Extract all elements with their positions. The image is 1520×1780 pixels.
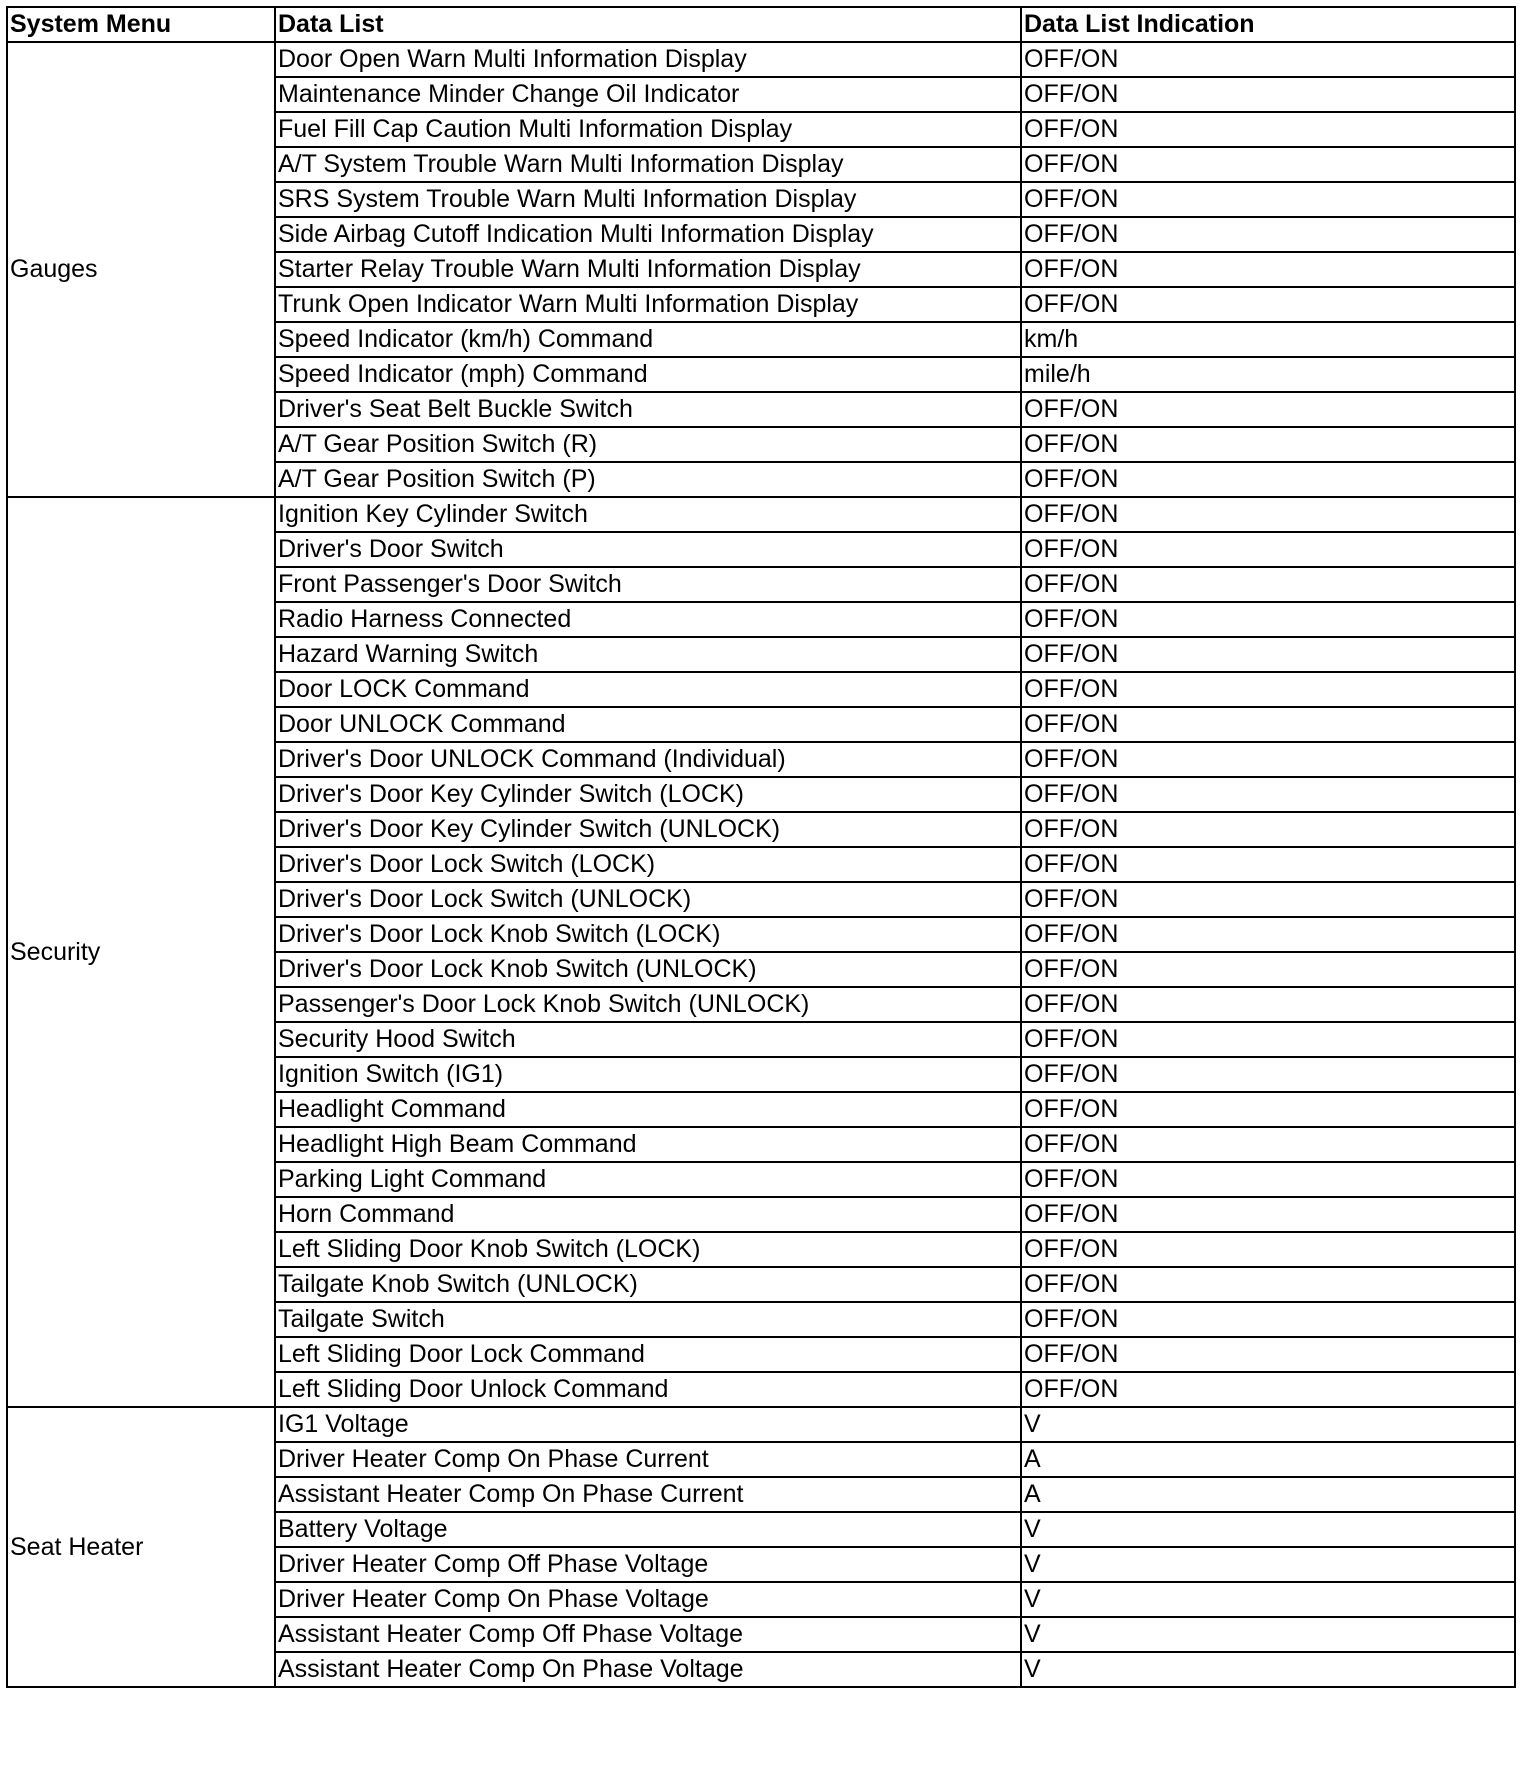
data-list-table	[6, 6, 1516, 1688]
data-list-indication-cell: OFF/ON	[1021, 917, 1515, 952]
data-list-indication-cell: OFF/ON	[1021, 287, 1515, 322]
data-list-indication-cell: V	[1021, 1617, 1515, 1652]
data-list-item-cell: Door Open Warn Multi Information Display	[275, 42, 1021, 77]
data-list-item-cell: Assistant Heater Comp On Phase Current	[275, 1477, 1021, 1512]
data-list-item-cell: Battery Voltage	[275, 1512, 1021, 1547]
data-list-indication-cell: OFF/ON	[1021, 1372, 1515, 1407]
data-list-item-cell: Speed Indicator (mph) Command	[275, 357, 1021, 392]
data-list-indication-cell: OFF/ON	[1021, 952, 1515, 987]
data-list-item-cell: Driver's Door Lock Knob Switch (LOCK)	[275, 917, 1021, 952]
data-list-item-cell: Tailgate Switch	[275, 1302, 1021, 1337]
data-list-indication-cell: OFF/ON	[1021, 112, 1515, 147]
data-list-indication-cell: OFF/ON	[1021, 182, 1515, 217]
data-list-item-cell: Driver's Door Lock Switch (LOCK)	[275, 847, 1021, 882]
data-list-item-cell: Left Sliding Door Unlock Command	[275, 1372, 1021, 1407]
data-list-item-cell: IG1 Voltage	[275, 1407, 1021, 1442]
data-list-indication-cell: OFF/ON	[1021, 987, 1515, 1022]
data-list-item-cell: Door UNLOCK Command	[275, 707, 1021, 742]
table-row	[7, 497, 1515, 532]
data-list-item-cell: Headlight Command	[275, 1092, 1021, 1127]
data-list-indication-cell: OFF/ON	[1021, 1057, 1515, 1092]
table-body	[7, 42, 1515, 1687]
header-data-list-indication: Data List Indication	[1021, 7, 1515, 42]
data-list-indication-cell: V	[1021, 1512, 1515, 1547]
data-list-indication-cell: OFF/ON	[1021, 1267, 1515, 1302]
header-row	[7, 7, 1515, 42]
data-list-indication-cell: OFF/ON	[1021, 1302, 1515, 1337]
data-list-indication-cell: OFF/ON	[1021, 1337, 1515, 1372]
data-list-item-cell: Speed Indicator (km/h) Command	[275, 322, 1021, 357]
data-list-item-cell: Driver's Door Lock Switch (UNLOCK)	[275, 882, 1021, 917]
data-list-item-cell: Headlight High Beam Command	[275, 1127, 1021, 1162]
data-list-item-cell: SRS System Trouble Warn Multi Information Display	[275, 182, 1021, 217]
data-list-item-cell: Left Sliding Door Lock Command	[275, 1337, 1021, 1372]
data-list-indication-cell: V	[1021, 1582, 1515, 1617]
data-list-indication-cell: OFF/ON	[1021, 1162, 1515, 1197]
data-list-indication-cell: OFF/ON	[1021, 1197, 1515, 1232]
data-list-item-cell: Assistant Heater Comp Off Phase Voltage	[275, 1617, 1021, 1652]
data-list-indication-cell: OFF/ON	[1021, 1022, 1515, 1057]
data-list-indication-cell: OFF/ON	[1021, 567, 1515, 602]
data-list-indication-cell: OFF/ON	[1021, 427, 1515, 462]
system-menu-cell: Security	[7, 497, 275, 1407]
data-list-indication-cell: V	[1021, 1652, 1515, 1687]
data-list-indication-cell: OFF/ON	[1021, 1127, 1515, 1162]
data-list-indication-cell: OFF/ON	[1021, 392, 1515, 427]
data-list-item-cell: Fuel Fill Cap Caution Multi Information Display	[275, 112, 1021, 147]
data-list-item-cell: A/T System Trouble Warn Multi Information Display	[275, 147, 1021, 182]
data-list-indication-cell: A	[1021, 1442, 1515, 1477]
data-list-indication-cell: OFF/ON	[1021, 882, 1515, 917]
data-list-indication-cell: V	[1021, 1407, 1515, 1442]
table-row	[7, 1407, 1515, 1442]
data-list-item-cell: Driver Heater Comp On Phase Voltage	[275, 1582, 1021, 1617]
data-list-indication-cell: OFF/ON	[1021, 252, 1515, 287]
data-list-item-cell: Horn Command	[275, 1197, 1021, 1232]
data-list-item-cell: A/T Gear Position Switch (P)	[275, 462, 1021, 497]
data-list-indication-cell: OFF/ON	[1021, 742, 1515, 777]
data-list-item-cell: Driver's Door Key Cylinder Switch (UNLOCK)	[275, 812, 1021, 847]
data-list-indication-cell: OFF/ON	[1021, 707, 1515, 742]
data-list-indication-cell: OFF/ON	[1021, 602, 1515, 637]
data-list-item-cell: Door LOCK Command	[275, 672, 1021, 707]
data-list-indication-cell: OFF/ON	[1021, 462, 1515, 497]
data-list-indication-cell: OFF/ON	[1021, 672, 1515, 707]
data-list-indication-cell: OFF/ON	[1021, 637, 1515, 672]
data-list-indication-cell: OFF/ON	[1021, 1232, 1515, 1267]
data-list-indication-cell: OFF/ON	[1021, 1092, 1515, 1127]
data-list-item-cell: Radio Harness Connected	[275, 602, 1021, 637]
data-list-indication-cell: OFF/ON	[1021, 812, 1515, 847]
data-list-item-cell: Driver's Door Switch	[275, 532, 1021, 567]
table-row	[7, 42, 1515, 77]
data-list-indication-cell: OFF/ON	[1021, 77, 1515, 112]
data-list-item-cell: Passenger's Door Lock Knob Switch (UNLOCK)	[275, 987, 1021, 1022]
data-list-item-cell: A/T Gear Position Switch (R)	[275, 427, 1021, 462]
data-list-item-cell: Trunk Open Indicator Warn Multi Information Display	[275, 287, 1021, 322]
data-list-item-cell: Front Passenger's Door Switch	[275, 567, 1021, 602]
header-system-menu: System Menu	[7, 7, 275, 42]
data-list-indication-cell: OFF/ON	[1021, 42, 1515, 77]
data-list-item-cell: Ignition Key Cylinder Switch	[275, 497, 1021, 532]
data-list-item-cell: Hazard Warning Switch	[275, 637, 1021, 672]
data-list-indication-cell: OFF/ON	[1021, 532, 1515, 567]
data-list-item-cell: Driver Heater Comp On Phase Current	[275, 1442, 1021, 1477]
data-list-item-cell: Driver's Seat Belt Buckle Switch	[275, 392, 1021, 427]
data-list-indication-cell: V	[1021, 1547, 1515, 1582]
data-list-indication-cell: OFF/ON	[1021, 497, 1515, 532]
data-list-item-cell: Driver Heater Comp Off Phase Voltage	[275, 1547, 1021, 1582]
data-list-indication-cell: OFF/ON	[1021, 147, 1515, 182]
data-list-item-cell: Side Airbag Cutoff Indication Multi Information Display	[275, 217, 1021, 252]
data-list-item-cell: Assistant Heater Comp On Phase Voltage	[275, 1652, 1021, 1687]
data-list-indication-cell: mile/h	[1021, 357, 1515, 392]
data-list-indication-cell: OFF/ON	[1021, 217, 1515, 252]
header-data-list: Data List	[275, 7, 1021, 42]
data-list-sheet	[6, 6, 1514, 1688]
system-menu-cell: Seat Heater	[7, 1407, 275, 1687]
data-list-item-cell: Parking Light Command	[275, 1162, 1021, 1197]
data-list-item-cell: Starter Relay Trouble Warn Multi Information Display	[275, 252, 1021, 287]
data-list-item-cell: Driver's Door UNLOCK Command (Individual)	[275, 742, 1021, 777]
data-list-item-cell: Driver's Door Key Cylinder Switch (LOCK)	[275, 777, 1021, 812]
data-list-item-cell: Driver's Door Lock Knob Switch (UNLOCK)	[275, 952, 1021, 987]
data-list-item-cell: Maintenance Minder Change Oil Indicator	[275, 77, 1021, 112]
data-list-indication-cell: OFF/ON	[1021, 777, 1515, 812]
data-list-indication-cell: km/h	[1021, 322, 1515, 357]
data-list-indication-cell: A	[1021, 1477, 1515, 1512]
data-list-item-cell: Security Hood Switch	[275, 1022, 1021, 1057]
data-list-item-cell: Tailgate Knob Switch (UNLOCK)	[275, 1267, 1021, 1302]
system-menu-cell: Gauges	[7, 42, 275, 497]
data-list-item-cell: Left Sliding Door Knob Switch (LOCK)	[275, 1232, 1021, 1267]
data-list-indication-cell: OFF/ON	[1021, 847, 1515, 882]
data-list-item-cell: Ignition Switch (IG1)	[275, 1057, 1021, 1092]
